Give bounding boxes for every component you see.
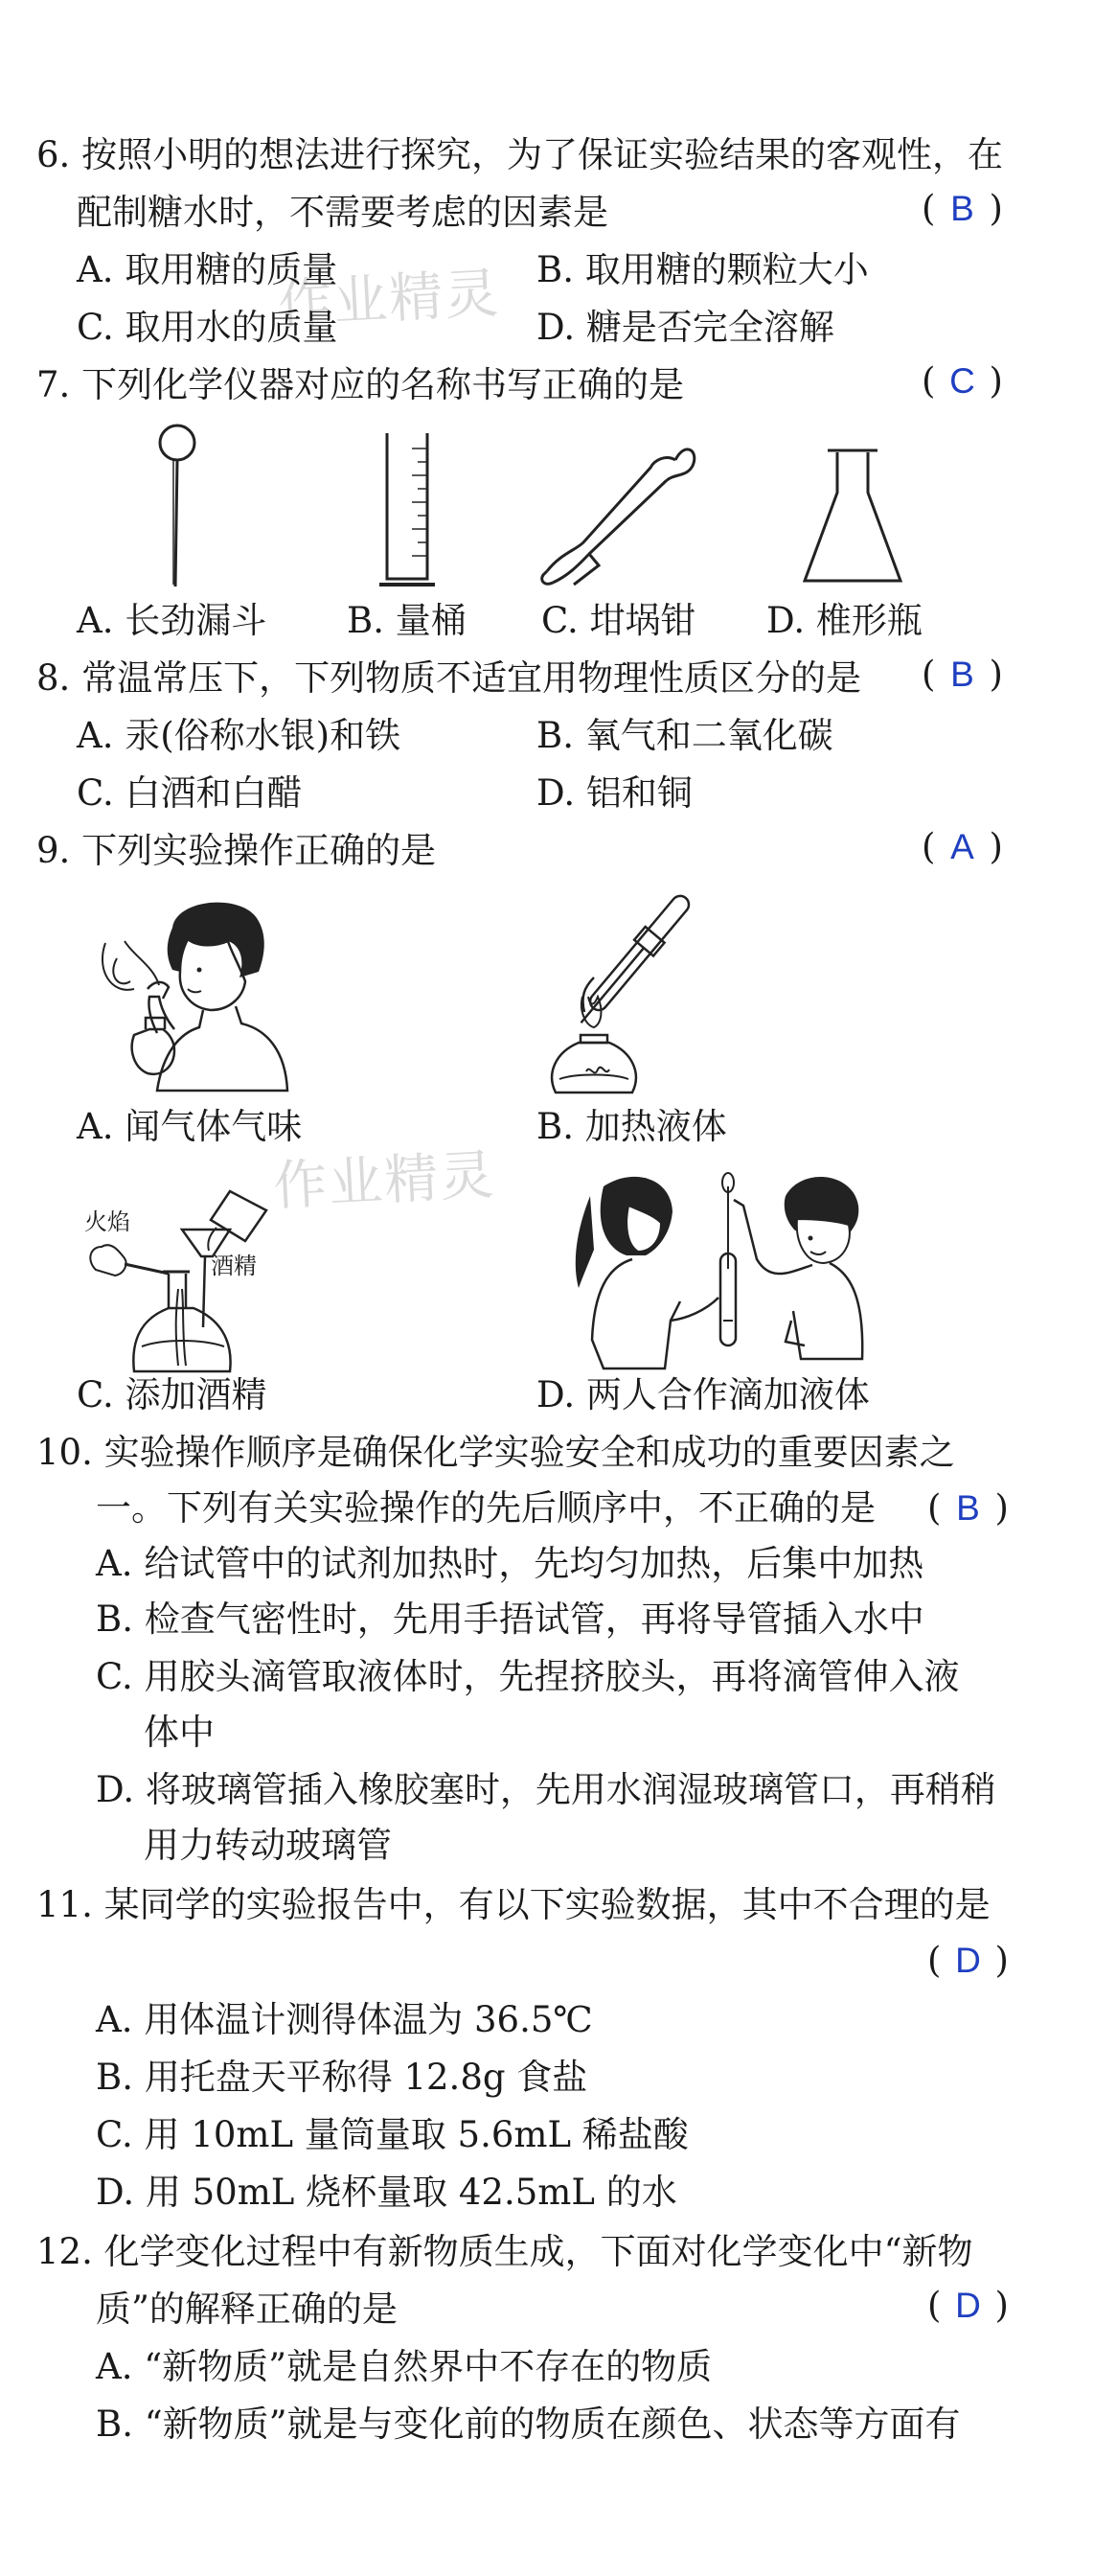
question-12-option-b: B. “新物质”就是与变化前的物质在颜色、状态等方面有 xyxy=(96,2404,961,2445)
question-11-stem: 11. 某同学的实验报告中，有以下实验数据，其中不合理的是 xyxy=(36,1884,991,1925)
question-7-option-a: A. 长劲漏斗 xyxy=(77,600,267,641)
heating-liquid-illustration xyxy=(536,891,709,1102)
question-11-option-d: D. 用 50mL 烧杯量取 42.5mL 的水 xyxy=(96,2172,677,2213)
question-8-option-a: A. 汞(俗称水银)和铁 xyxy=(77,715,401,756)
question-10-option-b: B. 检查气密性时，先用手捂试管，再将导管插入水中 xyxy=(96,1598,924,1640)
question-8-option-c: C. 白酒和白醋 xyxy=(77,772,303,814)
graduated-cylinder-icon xyxy=(374,429,441,592)
question-9-answer: ( A ) xyxy=(922,822,1003,872)
question-6-stem: 6. 按照小明的想法进行探究，为了保证实验结果的客观性，在 xyxy=(36,134,1004,175)
question-10-stem: 10. 实验操作顺序是确保化学实验安全和成功的重要因素之 xyxy=(36,1432,955,1473)
answer-letter: C xyxy=(949,361,975,401)
question-8-option-d: D. 铝和铜 xyxy=(536,772,693,814)
long-neck-funnel-icon xyxy=(144,422,211,594)
question-10-option-c-cont: 体中 xyxy=(144,1712,215,1753)
conical-flask-icon xyxy=(795,447,910,590)
question-11-option-b: B. 用托盘天平称得 12.8g 食盐 xyxy=(96,2057,588,2098)
question-10-option-c: C. 用胶头滴管取液体时，先捏挤胶头，再将滴管伸入液 xyxy=(96,1656,960,1697)
flame-label: 火焰 xyxy=(84,1208,130,1235)
smelling-gas-illustration xyxy=(96,889,297,1100)
question-6-option-b: B. 取用糖的颗粒大小 xyxy=(536,249,869,290)
question-6-answer: ( B ) xyxy=(922,184,1003,234)
question-7-option-c: C. 坩埚钳 xyxy=(541,600,696,641)
alcohol-label: 酒精 xyxy=(211,1253,257,1279)
two-people-dropping-liquid-illustration xyxy=(565,1167,881,1378)
question-7-stem: 7. 下列化学仪器对应的名称书写正确的是 xyxy=(36,364,685,405)
question-9-option-a: A. 闻气体气味 xyxy=(77,1106,303,1147)
question-11-option-a: A. 用体温计测得体温为 36.5℃ xyxy=(96,1999,593,2040)
question-7-answer: ( C ) xyxy=(922,356,1003,406)
question-9-option-c: C. 添加酒精 xyxy=(77,1374,267,1415)
question-10-stem-cont: 一。下列有关实验操作的先后顺序中，不正确的是 xyxy=(96,1487,876,1529)
question-9-option-d: D. 两人合作滴加液体 xyxy=(536,1374,870,1415)
question-12-stem: 12. 化学变化过程中有新物质生成，下面对化学变化中“新物 xyxy=(36,2231,973,2272)
question-8-option-b: B. 氧气和二氧化碳 xyxy=(536,715,833,756)
watermark: 作业精灵 xyxy=(276,262,502,337)
question-6-option-d: D. 糖是否完全溶解 xyxy=(536,307,834,348)
question-11-option-c: C. 用 10mL 量筒量取 5.6mL 稀盐酸 xyxy=(96,2114,689,2155)
question-9-option-b: B. 加热液体 xyxy=(536,1106,727,1147)
question-12-stem-cont: 质”的解释正确的是 xyxy=(96,2288,398,2330)
question-7-option-b: B. 量桶 xyxy=(347,600,467,641)
question-6-option-c: C. 取用水的质量 xyxy=(77,307,338,348)
question-10-option-d: D. 将玻璃管插入橡胶塞时，先用水润湿玻璃管口，再稍稍 xyxy=(96,1769,996,1810)
question-12-answer: ( D ) xyxy=(927,2281,1009,2331)
adding-alcohol-illustration xyxy=(86,1184,278,1380)
question-10-answer: ( B ) xyxy=(927,1484,1009,1533)
question-9-stem: 9. 下列实验操作正确的是 xyxy=(36,830,437,871)
question-8-answer: ( B ) xyxy=(922,650,1003,700)
answer-letter: D xyxy=(955,2286,981,2325)
answer-letter: A xyxy=(950,827,974,866)
question-6-stem-cont: 配制糖水时，不需要考虑的因素是 xyxy=(77,192,608,233)
answer-letter: B xyxy=(950,189,974,228)
question-10-option-a: A. 给试管中的试剂加热时，先均匀加热，后集中加热 xyxy=(96,1543,924,1584)
watermark: 作业精灵 xyxy=(271,1143,497,1219)
question-10-option-d-cont: 用力转动玻璃管 xyxy=(144,1825,392,1866)
answer-letter: B xyxy=(956,1488,980,1528)
question-12-option-a: A. “新物质”就是自然界中不存在的物质 xyxy=(96,2346,713,2387)
answer-letter: D xyxy=(955,1941,981,1980)
question-7-option-d: D. 椎形瓶 xyxy=(766,600,923,641)
question-8-stem: 8. 常温常压下，下列物质不适宜用物理性质区分的是 xyxy=(36,657,862,699)
crucible-tongs-icon xyxy=(532,431,704,594)
question-11-answer: ( D ) xyxy=(927,1936,1009,1986)
question-6-option-a: A. 取用糖的质量 xyxy=(77,249,338,290)
answer-letter: B xyxy=(950,655,974,694)
